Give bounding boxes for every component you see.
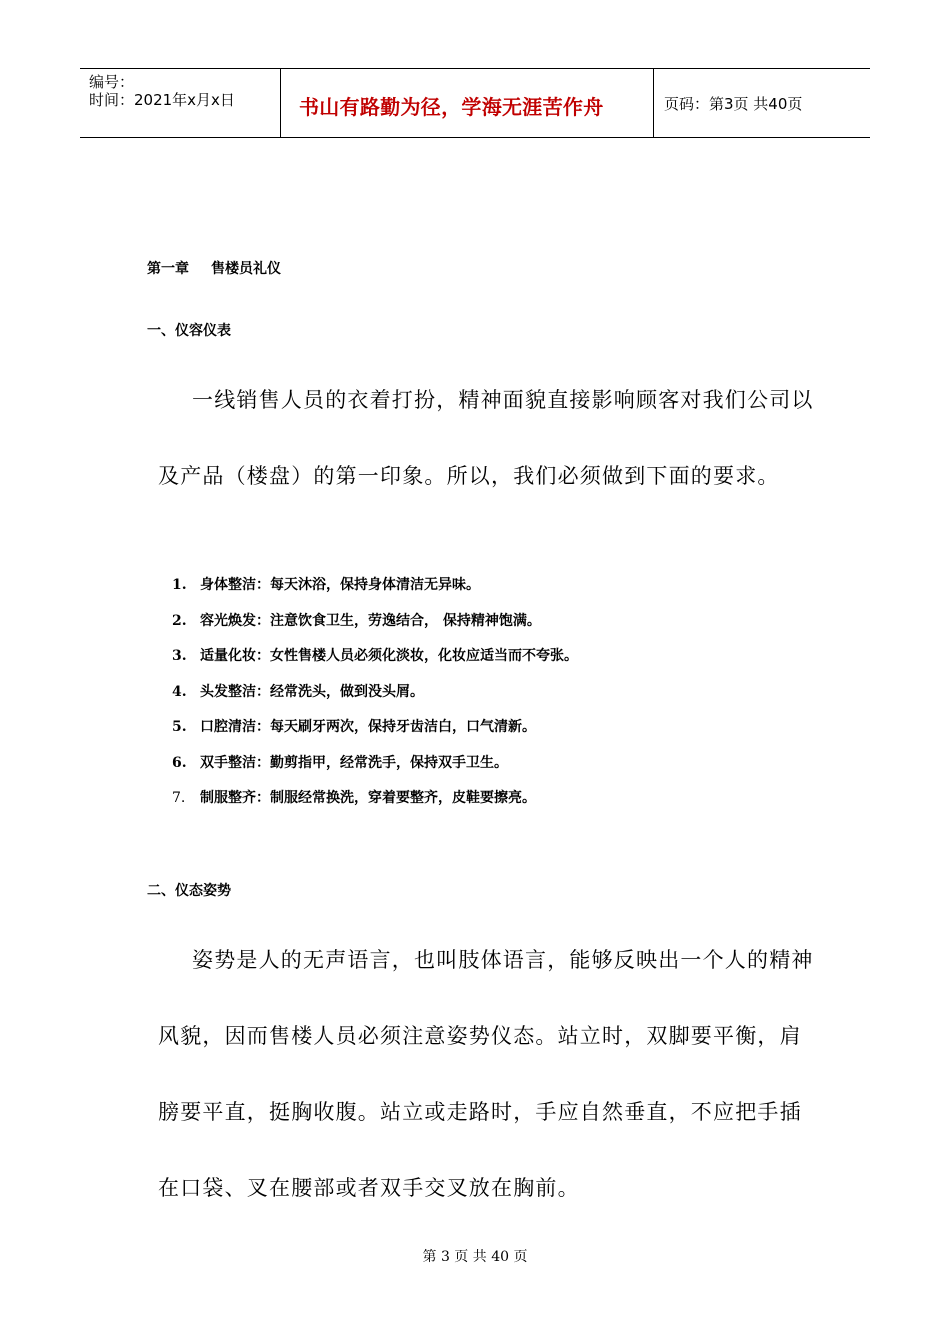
list-item	[172, 610, 772, 646]
item-number: 2.	[172, 612, 187, 629]
motto: 书山有路勤为径，学海无涯苦作舟	[299, 95, 604, 119]
list-item	[172, 787, 772, 823]
item-text: 口腔清洁：每天刷牙两次，保持牙齿洁白，口气清新。	[200, 719, 536, 735]
paragraph-line: 在口袋、叉在腰部或者双手交叉放在胸前。	[158, 1176, 580, 1200]
number-label: 编号：	[89, 73, 135, 91]
paragraph-line: 及产品（楼盘）的第一印象。所以，我们必须做到下面的要求。	[158, 464, 780, 488]
item-number: 1.	[172, 577, 187, 593]
header-motto-cell	[281, 69, 654, 137]
list-item	[172, 752, 772, 788]
list-item	[172, 716, 772, 752]
section-1-paragraph	[158, 362, 814, 514]
chapter-title: 售楼员礼仪	[211, 261, 281, 277]
header-meta-cell	[80, 69, 281, 137]
paragraph-line: 一线销售人员的衣着打扮，精神面貌直接影响顾客对我们公司以	[192, 388, 814, 412]
item-number: 7.	[172, 790, 186, 806]
chapter-number: 第一章	[147, 261, 189, 277]
chapter-heading	[147, 258, 281, 278]
paragraph-line: 姿势是人的无声语言，也叫肢体语言，能够反映出一个人的精神	[192, 948, 814, 972]
list-item	[172, 681, 772, 717]
item-number: 6.	[172, 754, 187, 771]
item-text: 容光焕发：注意饮食卫生，劳逸结合， 保持精神饱满。	[200, 612, 541, 629]
section-2-paragraph	[158, 922, 814, 1226]
paragraph-line: 风貌，因而售楼人员必须注意姿势仪态。站立时，双脚要平衡，肩	[158, 1024, 802, 1048]
list-item	[172, 645, 772, 681]
list-item	[172, 574, 772, 610]
item-text: 头发整洁：经常洗头，做到没头屑。	[200, 683, 424, 700]
header-table	[80, 68, 870, 138]
item-text: 身体整洁：每天沐浴，保持身体清洁无异味。	[200, 577, 480, 593]
item-number: 4.	[172, 683, 187, 700]
section-2-title: 二、仪态姿势	[147, 883, 231, 899]
item-text: 适量化妆：女性售楼人员必须化淡妆，化妆应适当而不夸张。	[200, 648, 578, 664]
requirements-list	[172, 574, 772, 823]
item-number: 3.	[172, 648, 187, 664]
page-footer: 第 3 页 共 40 页	[422, 1249, 528, 1265]
header-page-info: 页码：第3页 共40页	[664, 95, 803, 113]
item-text: 双手整洁：勤剪指甲，经常洗手，保持双手卫生。	[200, 754, 508, 771]
date-label: 时间：2021年x月x日	[89, 91, 235, 109]
paragraph-line: 膀要平直，挺胸收腹。站立或走路时，手应自然垂直，不应把手插	[158, 1100, 802, 1124]
item-text: 制服整齐：制服经常换洗，穿着要整齐，皮鞋要擦亮。	[200, 790, 536, 806]
section-1-title: 一、仪容仪表	[147, 323, 231, 339]
item-number: 5.	[172, 719, 187, 735]
